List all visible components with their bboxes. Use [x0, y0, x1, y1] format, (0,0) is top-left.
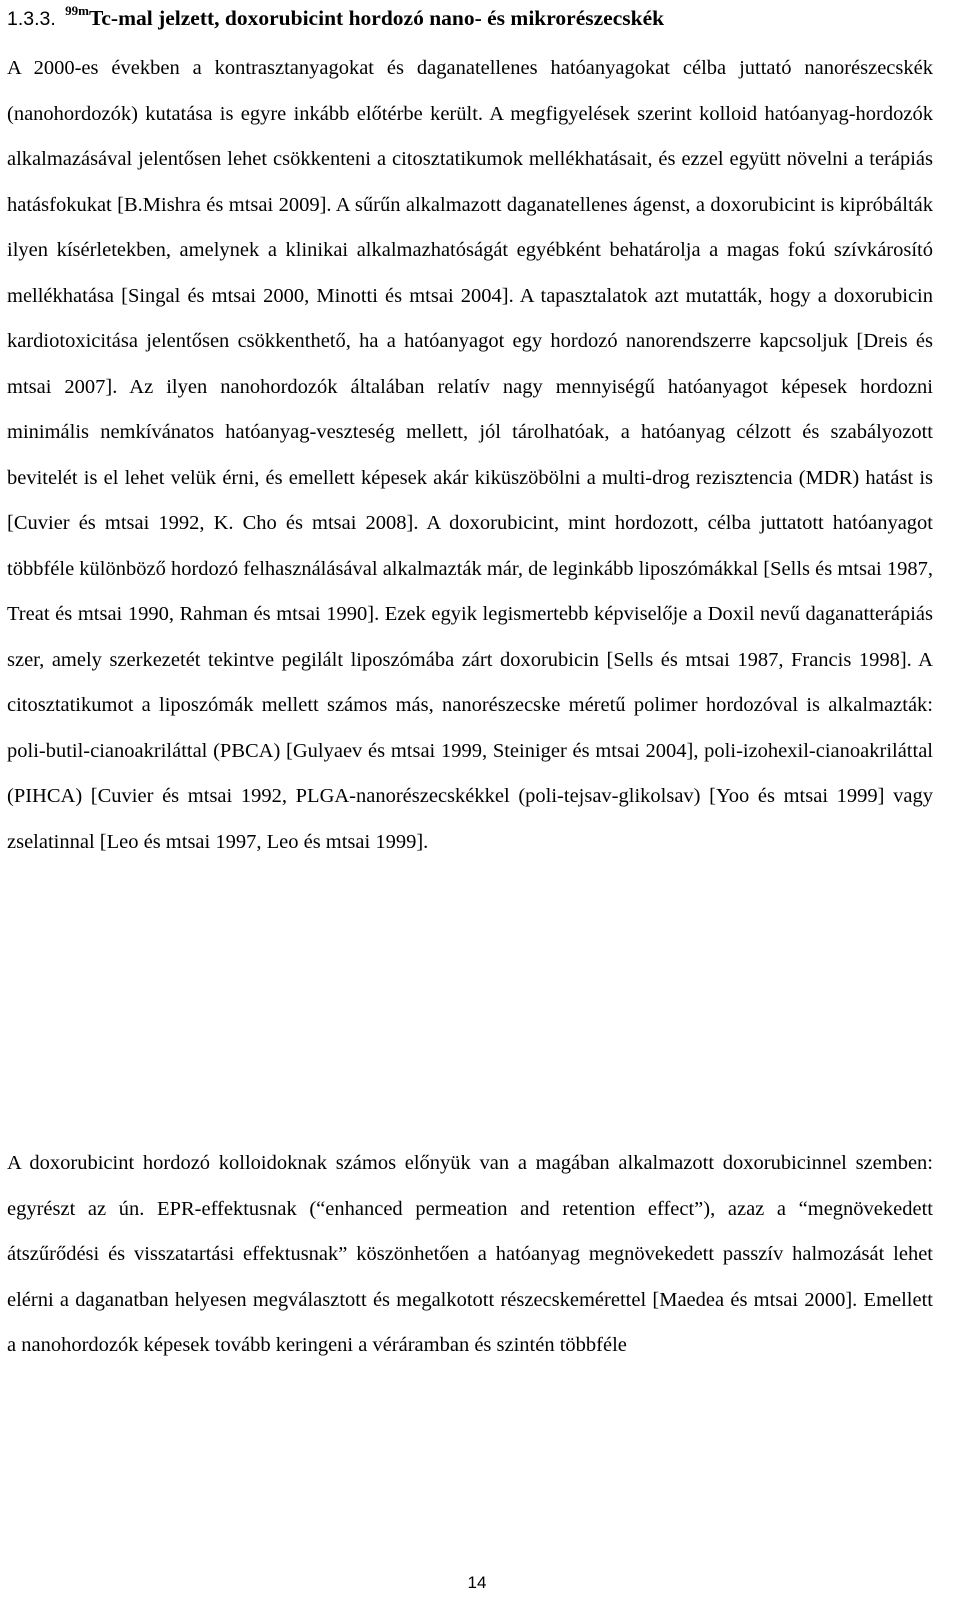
- section-heading: [7, 2, 947, 35]
- section-title: Tc-mal jelzett, doxorubicint hordozó nano- és mikrorészecskék: [89, 6, 665, 30]
- body-paragraph-1: A 2000-es években a kontrasztanyagokat és daganatellenes hatóanyagokat célba juttató nanorészecskék (nanohordozók) kutatása is egyre inkább előtérbe került. A megfigyelések szerint kolloid hatóanyag-hordozók alkalmazásával jelentősen lehet csökkenteni a citosztatikumok mellékhatásait, és ezzel együtt növelni a terápiás hatásfokukat [B.Mishra és mtsai 2009]. A sűrűn alkalmazott daganatellenes ágenst, a doxorubicint is kipróbálták ilyen kísérletekben, amelynek a klinikai alkalmazhatóságát egyébként behatárolja a magas fokú szívkárosító mellékhatása [Singal és mtsai 2000, Minotti és mtsai 2004]. A tapasztalatok azt mutatták, hogy a doxorubicin kardiotoxicitása jelentősen csökkenthető, ha a hatóanyagot egy hordozó nanorendszerre kapcsoljuk [Dreis és mtsai 2007]. Az ilyen nanohordozók általában relatív nagy mennyiségű hatóanyagot képesek hordozni minimális nemkívánatos hatóanyag-veszteség mellett, jól tárolhatóak, a hatóanyag célzott és szabályozott bevitelét is el lehet velük érni, és emellett képesek akár kiküszöbölni a multi-drog rezisztencia (MDR) hatást is [Cuvier és mtsai 1992, K. Cho és mtsai 2008]. A doxorubicint, mint hordozott, célba juttatott hatóanyagot többféle különböző hordozó felhasználásával alkalmazták már, de leginkább liposzómákkal [Sells és mtsai 1987, Treat és mtsai 1990, Rahman és mtsai 1990]. Ezek egyik legismertebb képviselője a Doxil nevű daganatterápiás szer, amely szerkezetét tekintve pegilált liposzómába zárt doxorubicin [Sells és mtsai 1987, Francis 1998]. A citosztatikumot a liposzómák mellett számos más, nanorészecske méretű polimer hordozóval is alkalmazták: poli-butil-cianoakriláttal (PBCA) [Gulyaev és mtsai 1999, Steiniger és mtsai 2004], poli-izohexil-cianoakriláttal (PIHCA) [Cuvier és mtsai 1992, PLGA-nanorészecskékkel (poli-tejsav-glikolsav) [Yoo és mtsai 1999] vagy zselatinnal [Leo és mtsai 1997, Leo és mtsai 1999].: [7, 57, 933, 853]
- page-number: 14: [467, 1573, 487, 1592]
- body-paragraph-2: A doxorubicint hordozó kolloidoknak számos előnyük van a magában alkalmazott doxorubicinnel szemben: egyrészt az ún. EPR-effektusnak (“enhanced permeation and retention effect”), azaz a “megnövekedett átszűrődési és visszatartási effektusnak” köszönhetően a hatóanyag megnövekedett passzív halmozását lehet elérni a daganatban helyesen megválasztott és megalkotott részecskemérettel [Maedea és mtsai 2000]. Emellett a nanohordozók képesek tovább keringeni a véráramban és szintén többféle: [7, 1152, 933, 1356]
- isotope-superscript: 99m: [65, 3, 90, 18]
- section-number: 1.3.3.: [7, 8, 56, 30]
